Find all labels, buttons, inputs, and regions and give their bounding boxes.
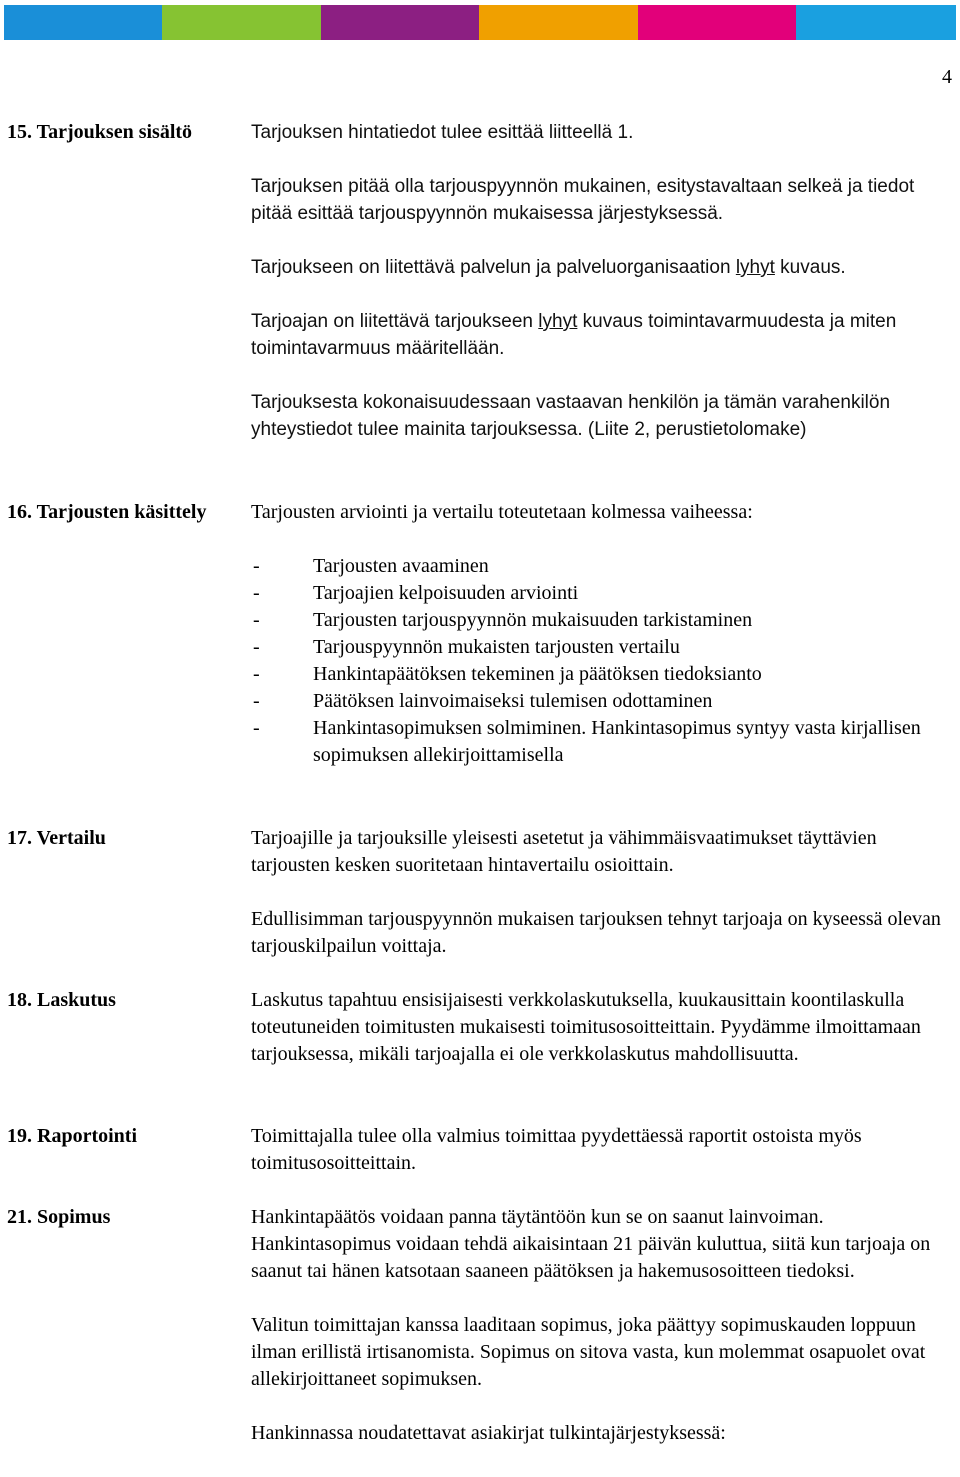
color-segment-cyan [796, 5, 956, 40]
page-number: 4 [942, 66, 952, 88]
section-heading: 19. Raportointi [7, 1125, 137, 1147]
paragraph: Laskutus tapahtuu ensisijaisesti verkkolaskutuksella, kuukausittain koontilaskulla toteutuneiden toimitusten mukaisesti toimitusosoitteittain. Pyydämme ilmoittamaan tarjouksessa, mikäli tarjoajalla ei ole verkkolaskutus mahdollisuutta. [251, 989, 921, 1065]
underlined-word: lyhyt [735, 257, 775, 278]
section-body [251, 119, 951, 443]
list-item: - Tarjousten avaaminen [251, 553, 951, 580]
color-header-bar [4, 5, 956, 40]
paragraph: Tarjouksen pitää olla tarjouspyynnön mukainen, esitystavaltaan selkeä ja tiedot pitää esittää tarjouspyynnön mukaisessa järjestyksessä. [251, 176, 915, 224]
color-segment-blue [4, 5, 162, 40]
paragraph: Toimittajalla tulee olla valmius toimittaa pyydettäessä raportit ostoista myös toimitusosoitteittain. [251, 1125, 862, 1174]
section-heading: 17. Vertailu [7, 827, 106, 849]
list-item: - Tarjoajien kelpoisuuden arviointi [251, 580, 951, 607]
paragraph: Tarjoukseen on liitettävä palvelun ja palveluorganisaation lyhyt kuvaus. [251, 257, 846, 278]
paragraph: Edullisimman tarjouspyynnön mukaisen tarjouksen tehnyt tarjoaja on kyseessä olevan tarjouskilpailun voittaja. [251, 908, 941, 957]
list-item: - Päätöksen lainvoimaiseksi tulemisen odottaminen [251, 688, 951, 715]
section-body [251, 499, 951, 769]
color-segment-green [162, 5, 321, 40]
list-item: - Tarjousten tarjouspyynnön mukaisuuden tarkistaminen [251, 607, 951, 634]
paragraph: Tarjoajan on liitettävä tarjoukseen lyhyt kuvaus toimintavarmuudesta ja miten toimintavarmuus määritellään. [251, 311, 897, 359]
section-body [251, 1123, 951, 1177]
color-segment-purple [321, 5, 479, 40]
paragraph: Hankintapäätös voidaan panna täytäntöön kun se on saanut lainvoiman. Hankintasopimus voidaan tehdä aikaisintaan 21 päivän kuluttua, siitä kun tarjoaja on saanut tai hänen katsotaan saaneen päätöksen ja hakemusosoitteen tiedoksi. [251, 1206, 931, 1282]
section-heading: 21. Sopimus [7, 1206, 111, 1228]
paragraph: Tarjouksen hintatiedot tulee esittää liitteellä 1. [251, 122, 634, 143]
color-segment-orange [479, 5, 638, 40]
paragraph: Valitun toimittajan kanssa laaditaan sopimus, joka päättyy sopimuskauden loppuun ilman erillistä irtisanomista. Sopimus on sitova vasta, kun molemmat osapuolet ovat allekirjoittaneet sopimuksen. [251, 1314, 926, 1390]
section-heading: 15. Tarjouksen sisältö [7, 121, 193, 143]
list-item: - Tarjouspyynnön mukaisten tarjousten vertailu [251, 634, 951, 661]
color-segment-magenta [638, 5, 796, 40]
list-item: - Hankintapäätöksen tekeminen ja päätöksen tiedoksianto [251, 661, 951, 688]
section-body [251, 987, 951, 1068]
underlined-word: lyhyt [538, 311, 578, 332]
paragraph: Tarjoajille ja tarjouksille yleisesti asetetut ja vähimmäisvaatimukset täyttävien tarjousten kesken suoritetaan hintavertailu osioittain. [251, 827, 877, 876]
section-heading: 16. Tarjousten käsittely [7, 501, 207, 523]
section-body [251, 1204, 951, 1447]
process-list [251, 553, 951, 769]
section-body [251, 825, 951, 960]
paragraph: Tarjouksesta kokonaisuudessaan vastaavan henkilön ja tämän varahenkilön yhteystiedot tulee mainita tarjouksessa. (Liite 2, perustietolomake) [251, 392, 891, 440]
paragraph: Hankinnassa noudatettavat asiakirjat tulkintajärjestyksessä: [251, 1422, 726, 1444]
paragraph: Tarjousten arviointi ja vertailu toteutetaan kolmessa vaiheessa: [251, 501, 753, 523]
section-heading: 18. Laskutus [7, 989, 116, 1011]
list-item: - Hankintasopimuksen solmiminen. Hankintasopimus syntyy vasta kirjallisen sopimuksen allekirjoittamisella [251, 715, 951, 769]
